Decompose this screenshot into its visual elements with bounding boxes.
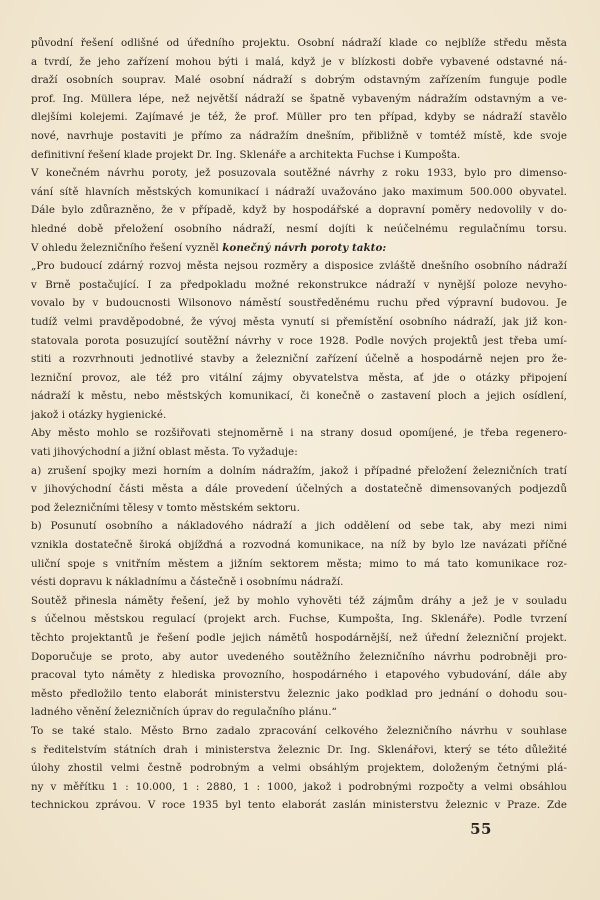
text-line: stiti a rozvrhnouti jednotlivé stavby a železniční zařízení účelně a hospodárně nejen pro že- <box>31 353 567 366</box>
text-line: Soutěž přinesla náměty řešení, jež by mohlo vyhověti též zájmům dráhy a jež je v souladu <box>31 594 567 607</box>
text-line: ladného věnění železničních úprav do regulačního plánu.“ <box>31 706 337 719</box>
text-line: tudíž velmi pravděpodobné, že vývoj města vynutí si přemístění osobního nádraží, jak již kon- <box>31 315 567 328</box>
text-line: a) zrušení spojky mezi horním a dolním nádražím, jakož i případné přeložení železničních tratí <box>31 464 567 477</box>
text-line: vznikla dostatečně široká objížďná a rozvodná komunikace, na níž by bylo lze navázati příčné <box>31 539 567 552</box>
text-line: hledné době přeložení osobního nádraží, nesmí dojíti k neúčelnému regulačnímu torsu. <box>31 222 567 235</box>
text-line: b) Posunutí osobního a nákladového nádraží a jich oddělení od sebe tak, aby mezi nimi <box>31 520 567 533</box>
text-line: vání sítě hlavních městských komunikací i nádraží uvažováno jako maximum 500.000 obyvatel. <box>31 185 567 198</box>
text-line: prof. Ing. Müllera lépe, než největší nádraží se špatně vybaveným nádražím odstavným a ve- <box>31 92 567 105</box>
text-line: „Pro budoucí zdárný rozvoj města nejsou rozměry a disposice zvláště dnešního osobního nádraží <box>31 260 567 273</box>
text-line: s účelnou městskou regulací (projekt arch. Fuchse, Kumpošta, Ing. Sklenáře). Podle tvrzení <box>31 613 567 626</box>
text-line: město předložilo tento elaborát ministerstvu železnic jako podklad pro jednání o dohodu sou- <box>31 687 567 700</box>
page-number: 55 <box>470 820 492 838</box>
text-line: pod železničními tělesy v tomto městském sektoru. <box>31 501 300 514</box>
text-line <box>31 239 567 258</box>
text-line: vovalo by v budoucnosti Wilsonovo náměstí soustředěnému ruchu před výpravní budovou. Je <box>31 297 567 310</box>
text-line: těchto projektantů je řešení podle jejich námětů hospodárnější, než úřední železniční projekt. <box>31 632 567 644</box>
text-line-emphasis: konečný návrh poroty takto: <box>222 241 387 254</box>
text-line: původní řešení odlišné od úředního projektu. Osobní nádraží klade co nejblíže středu města <box>31 37 567 49</box>
text-line: Aby město mohlo se rozšiřovati stejnoměrně i na strany dosud opomíjené, je třeba regenero- <box>31 427 567 440</box>
text-line: nové, navrhuje postaviti je přímo za nádražím dnešním, přibližně v tomtéž místě, kde svoje <box>31 129 567 142</box>
text-line: v jihovýchodní části města a dále provedení účelných a dostatečně dimensovaných podjezdů <box>31 483 567 496</box>
text-line: ny v měřítku 1 : 10.000, 1 : 2880, 1 : 1000, jakož i podrobnými rozpočty a velmi obsáhlou <box>31 780 567 793</box>
text-line: draží osobních souprav. Malé osobní nádraží s dobrým odstavným zařízením funguje podle <box>31 74 567 87</box>
text-line: dlejšími kolejemi. Zajímavé je též, že prof. Müller pro ten případ, kdyby se nádraží stavělo <box>31 111 567 124</box>
text-line: jakož i otázky hygienické. <box>31 408 167 421</box>
text-line: To se také stalo. Město Brno zadalo zpracování celkového železničního návrhu v souhlase <box>31 724 567 737</box>
text-line: úlohy zhostil velmi čestně podrobným a velmi obsáhlým projektem, doloženým četnými plá- <box>31 762 567 775</box>
body-text <box>31 34 567 815</box>
text-line: definitivní řešení klade projekt Dr. Ing. Sklenáře a architekta Fuchse i Kumpošta. <box>31 148 461 161</box>
text-line-plain: V ohledu železničního řešení vyzněl <box>31 241 223 254</box>
text-line: vésti dopravu k nákladnímu a částečně i osobnímu nádraží. <box>31 576 344 589</box>
text-line: v Brně postačující. I za předpokladu možné rekonstrukce nádraží v nynější poloze nevyho- <box>31 278 567 291</box>
text-line: uliční spoje s vnitřním městem a jižním sektorem města; mimo to má tato komunikace roz- <box>31 557 567 570</box>
text-line: nádraží k městu, nebo městských komunikací, či konečně o zastavení ploch a jejich osídlení, <box>31 390 567 403</box>
text-line: lezniční provoz, ale též pro vitální zájmy obyvatelstva města, ať jde o otázky připojení <box>31 371 567 384</box>
text-line: s ředitelstvím státních drah i ministerstva železnic Dr. Ing. Sklenářovi, který se této důležité <box>31 743 567 756</box>
text-line: Doporučuje se proto, aby autor uvedeného soutěžního železničního návrhu podrobněji pro- <box>31 650 567 663</box>
text-line: statovala porota posuzující soutěžní návrhy v roce 1928. Podle nových projektů jest třeba umí- <box>31 334 567 347</box>
text-line: vati jihovýchodní a jižní oblast města. To vyžaduje: <box>31 446 298 459</box>
text-line: a tvrdí, že jeho zařízení mohou býti i malá, když je v blízkosti dobře vybavené odstavné ná- <box>31 55 567 68</box>
text-line: V konečném návrhu poroty, jež posuzovala soutěžné návrhy z roku 1933, bylo pro dimenso- <box>31 167 567 180</box>
text-line: pracoval tyto náměty z hlediska provozního, hospodárného i etapového vybudování, dále aby <box>31 669 567 682</box>
text-line: technickou zprávou. V roce 1935 byl tento elaborát zaslán ministerstvu železnic v Praze. Zde <box>31 799 567 812</box>
text-line: Dále bylo zdůrazněno, že v případě, když by hospodářské a dopravní poměry nedovolily v do- <box>31 204 567 217</box>
